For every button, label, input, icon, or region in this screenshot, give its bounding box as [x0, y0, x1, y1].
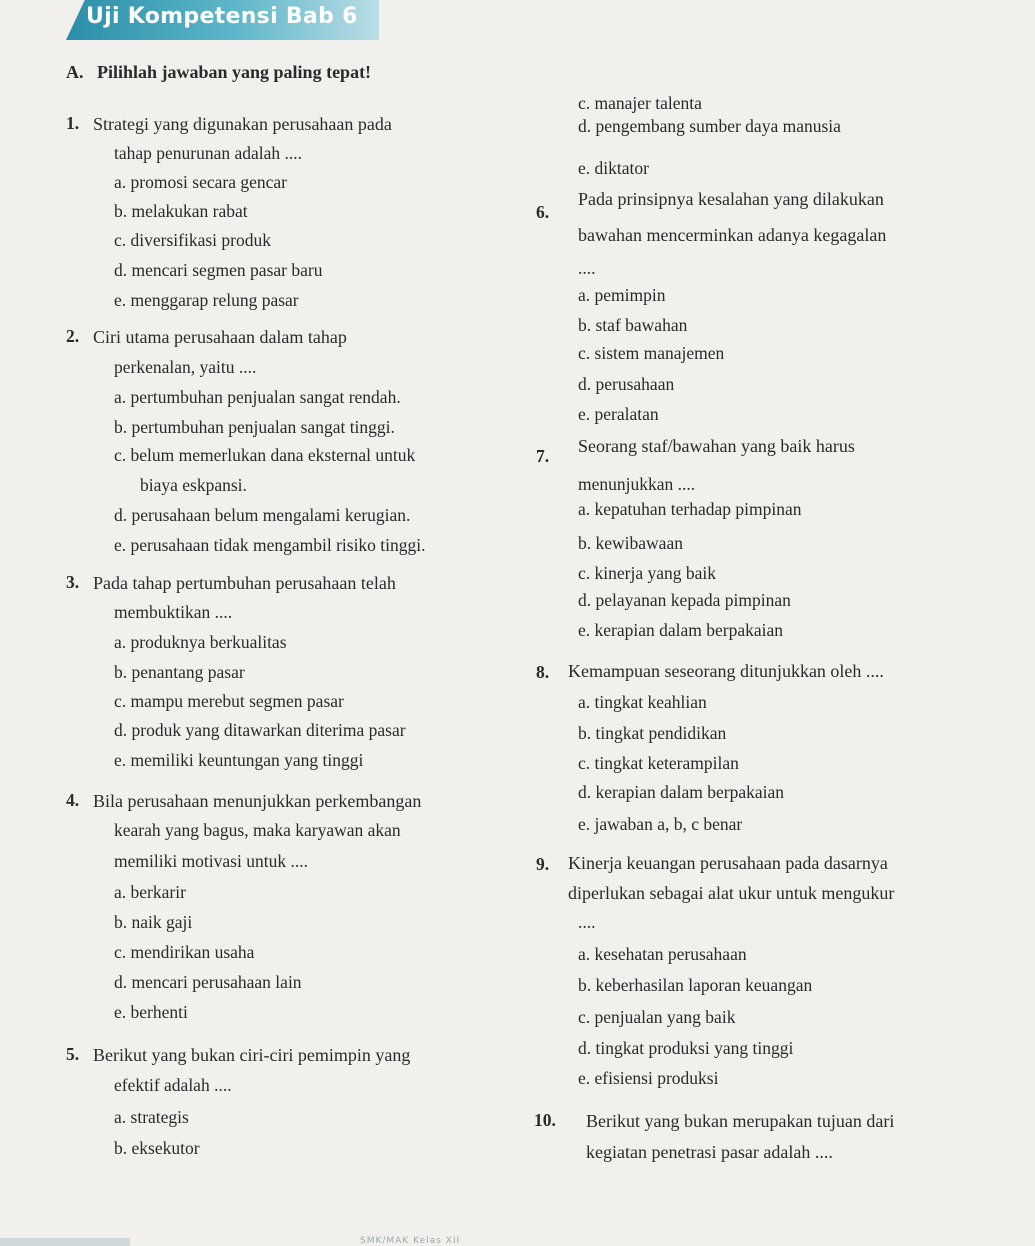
answer-option[interactable]: b. melakukan rabat [114, 201, 248, 221]
answer-option[interactable]: c. kinerja yang baik [578, 563, 717, 583]
answer-option[interactable]: c. mendirikan usaha [114, 942, 255, 962]
question-number: 1. [66, 113, 80, 133]
answer-option[interactable]: a. pemimpin [578, 285, 666, 305]
answer-option[interactable]: d. produk yang ditawarkan diterima pasar [114, 720, 406, 740]
question-number: 9. [536, 854, 550, 874]
question-text: diperlukan sebagai alat ukur untuk mengukur [568, 883, 895, 903]
question-text: tahap penurunan adalah .... [114, 143, 303, 163]
answer-option[interactable]: e. perusahaan tidak mengambil risiko tinggi. [114, 535, 426, 555]
question-number: 7. [536, 446, 550, 466]
question-text: Berikut yang bukan ciri-ciri pemimpin yang [93, 1045, 411, 1065]
question-text: menunjukkan .... [578, 474, 696, 494]
footer-text: SMK/MAK Kelas XII [360, 1236, 461, 1246]
answer-option[interactable]: b. keberhasilan laporan keuangan [578, 975, 813, 995]
question-text: memiliki motivasi untuk .... [114, 851, 308, 871]
answer-option[interactable]: a. promosi secara gencar [114, 172, 287, 192]
answer-option[interactable]: d. pelayanan kepada pimpinan [578, 590, 791, 610]
question-text: Berikut yang bukan merupakan tujuan dari [586, 1111, 895, 1131]
answer-option[interactable]: e. peralatan [578, 404, 659, 424]
answer-option[interactable]: b. penantang pasar [114, 662, 245, 682]
question-text: efektif adalah .... [114, 1075, 232, 1095]
question-text: Pada prinsipnya kesalahan yang dilakukan [578, 189, 884, 209]
answer-option[interactable]: b. eksekutor [114, 1138, 200, 1158]
answer-option[interactable]: c. belum memerlukan dana eksternal untuk [114, 445, 416, 465]
question-text: Seorang staf/bawahan yang baik harus [578, 436, 855, 456]
section-label: A. [66, 62, 84, 82]
answer-option[interactable]: b. tingkat pendidikan [578, 723, 727, 743]
question-number: 3. [66, 572, 80, 592]
answer-option[interactable]: a. kesehatan perusahaan [578, 944, 747, 964]
answer-option[interactable]: a. kepatuhan terhadap pimpinan [578, 499, 802, 519]
answer-option[interactable]: c. penjualan yang baik [578, 1007, 736, 1027]
section-instruction: Pilihlah jawaban yang paling tepat! [97, 62, 372, 82]
answer-option[interactable]: d. mencari perusahaan lain [114, 972, 302, 992]
question-text: .... [578, 912, 596, 932]
question-text: Pada tahap pertumbuhan perusahaan telah [93, 573, 396, 593]
question-text: Ciri utama perusahaan dalam tahap [93, 327, 347, 347]
answer-option[interactable]: d. perusahaan [578, 374, 675, 394]
answer-option[interactable]: a. berkarir [114, 882, 186, 902]
answer-option[interactable]: a. pertumbuhan penjualan sangat rendah. [114, 387, 401, 407]
answer-option[interactable]: d. kerapian dalam berpakaian [578, 782, 785, 802]
question-number: 5. [66, 1044, 80, 1064]
question-text: .... [578, 258, 596, 278]
chapter-title: Uji Kompetensi Bab 6 [86, 4, 358, 29]
answer-option[interactable]: b. pertumbuhan penjualan sangat tinggi. [114, 417, 395, 437]
answer-option[interactable]: e. berhenti [114, 1002, 188, 1022]
section-heading [66, 62, 371, 83]
question-text: Bila perusahaan menunjukkan perkembangan [93, 791, 422, 811]
answer-option[interactable]: e. kerapian dalam berpakaian [578, 620, 784, 640]
answer-option[interactable]: d. perusahaan belum mengalami kerugian. [114, 505, 411, 525]
answer-option[interactable]: d. tingkat produksi yang tinggi [578, 1038, 794, 1058]
answer-option[interactable]: d. mencari segmen pasar baru [114, 260, 323, 280]
question-number: 2. [66, 326, 80, 346]
question-text: kearah yang bagus, maka karyawan akan [114, 820, 401, 840]
answer-option[interactable]: e. efisiensi produksi [578, 1068, 719, 1088]
question-text: kegiatan penetrasi pasar adalah .... [586, 1142, 833, 1162]
question-text: perkenalan, yaitu .... [114, 357, 257, 377]
question-number: 8. [536, 662, 550, 682]
question-number: 6. [536, 202, 550, 222]
footer-bar [0, 1238, 130, 1246]
answer-option-continued: biaya eskpansi. [140, 475, 247, 495]
question-text: bawahan mencerminkan adanya kegagalan [578, 225, 887, 245]
answer-option[interactable]: b. kewibawaan [578, 533, 683, 553]
answer-option[interactable]: e. menggarap relung pasar [114, 290, 299, 310]
answer-option[interactable]: c. mampu merebut segmen pasar [114, 691, 344, 711]
answer-option[interactable]: d. pengembang sumber daya manusia [578, 116, 841, 136]
answer-option[interactable]: e. diktator [578, 158, 649, 178]
answer-option[interactable]: c. diversifikasi produk [114, 230, 271, 250]
answer-option[interactable]: c. manajer talenta [578, 93, 702, 113]
answer-option[interactable]: b. naik gaji [114, 912, 193, 932]
question-number: 10. [534, 1110, 556, 1130]
answer-option[interactable]: a. strategis [114, 1107, 189, 1127]
answer-option[interactable]: a. tingkat keahlian [578, 692, 707, 712]
answer-option[interactable]: e. memiliki keuntungan yang tinggi [114, 750, 364, 770]
answer-option[interactable]: c. tingkat keterampilan [578, 753, 739, 773]
question-text: Kemampuan seseorang ditunjukkan oleh .... [568, 661, 884, 681]
answer-option[interactable]: c. sistem manajemen [578, 343, 725, 363]
answer-option[interactable]: b. staf bawahan [578, 315, 688, 335]
question-text: Strategi yang digunakan perusahaan pada [93, 114, 392, 134]
question-text: Kinerja keuangan perusahaan pada dasarnya [568, 853, 888, 873]
question-text: membuktikan .... [114, 602, 233, 622]
answer-option[interactable]: e. jawaban a, b, c benar [578, 814, 743, 834]
answer-option[interactable]: a. produknya berkualitas [114, 632, 287, 652]
question-number: 4. [66, 790, 80, 810]
